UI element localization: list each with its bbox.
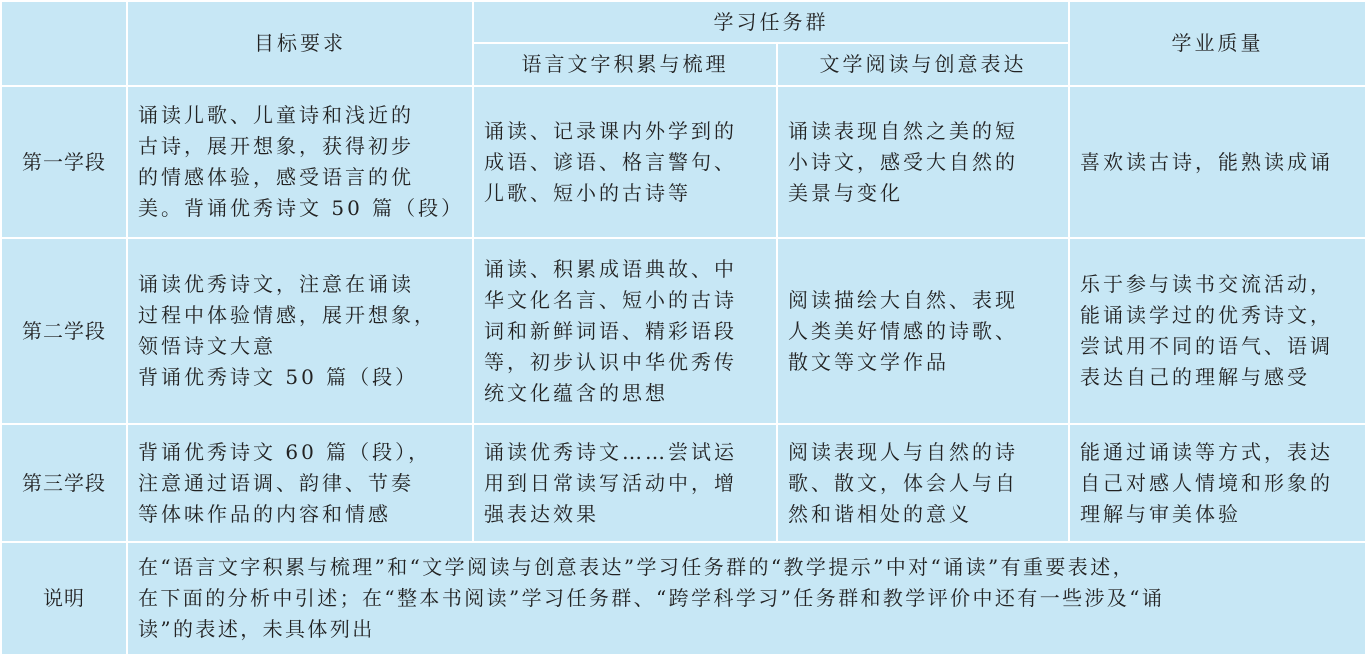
header-goal: 目标要求 — [127, 1, 473, 86]
goal-cell: 背诵优秀诗文 60 篇（段）， 注意通过语调、韵律、节奏 等体味作品的内容和情感 — [127, 424, 473, 542]
stage-label: 第三学段 — [1, 424, 127, 542]
table-row — [1, 238, 1365, 424]
note-text: 在“语言文字积累与梳理”和“文学阅读与创意表达”学习任务群的“教学提示”中对“诵读”有重要表述， 在下面的分析中引述；在“整本书阅读”学习任务群、“跨学科学习”任务群和教学评价中还有一些涉及“诵 读”的表述，未具体列出 — [127, 542, 1365, 655]
goal-cell: 诵读儿歌、儿童诗和浅近的 古诗，展开想象，获得初步 的情感体验，感受语言的优 美。背诵优秀诗文 50 篇（段） — [127, 86, 473, 238]
header-corner — [1, 1, 127, 86]
literature-cell: 阅读表现人与自然的诗 歌、散文，体会人与自 然和谐相处的意义 — [777, 424, 1069, 542]
quality-cell: 能通过诵读等方式，表达 自己对感人情境和形象的 理解与审美体验 — [1069, 424, 1365, 542]
stage-label: 第二学段 — [1, 238, 127, 424]
table-row — [1, 424, 1365, 542]
table-row — [1, 86, 1365, 238]
accumulation-cell: 诵读、记录课内外学到的 成语、谚语、格言警句、 儿歌、短小的古诗等 — [473, 86, 777, 238]
note-row — [1, 542, 1365, 655]
header-task-group: 学习任务群 — [473, 1, 1069, 43]
quality-cell: 乐于参与读书交流活动， 能诵读学过的优秀诗文， 尝试用不同的语气、语调 表达自己的理解与感受 — [1069, 238, 1365, 424]
header-row — [1, 1, 1365, 43]
accumulation-cell: 诵读优秀诗文……尝试运 用到日常读写活动中，增 强表达效果 — [473, 424, 777, 542]
quality-cell: 喜欢读古诗，能熟读成诵 — [1069, 86, 1365, 238]
literature-cell: 阅读描绘大自然、表现 人类美好情感的诗歌、 散文等文学作品 — [777, 238, 1069, 424]
header-accumulation: 语言文字积累与梳理 — [473, 43, 777, 86]
header-literature: 文学阅读与创意表达 — [777, 43, 1069, 86]
stage-label: 第一学段 — [1, 86, 127, 238]
note-label: 说明 — [1, 542, 127, 655]
header-quality: 学业质量 — [1069, 1, 1365, 86]
literature-cell: 诵读表现自然之美的短 小诗文，感受大自然的 美景与变化 — [777, 86, 1069, 238]
accumulation-cell: 诵读、积累成语典故、中 华文化名言、短小的古诗 词和新鲜词语、精彩语段 等，初步认识中华优秀传 统文化蕴含的思想 — [473, 238, 777, 424]
goal-cell: 诵读优秀诗文，注意在诵读 过程中体验情感，展开想象， 领悟诗文大意 背诵优秀诗文 50 篇（段） — [127, 238, 473, 424]
